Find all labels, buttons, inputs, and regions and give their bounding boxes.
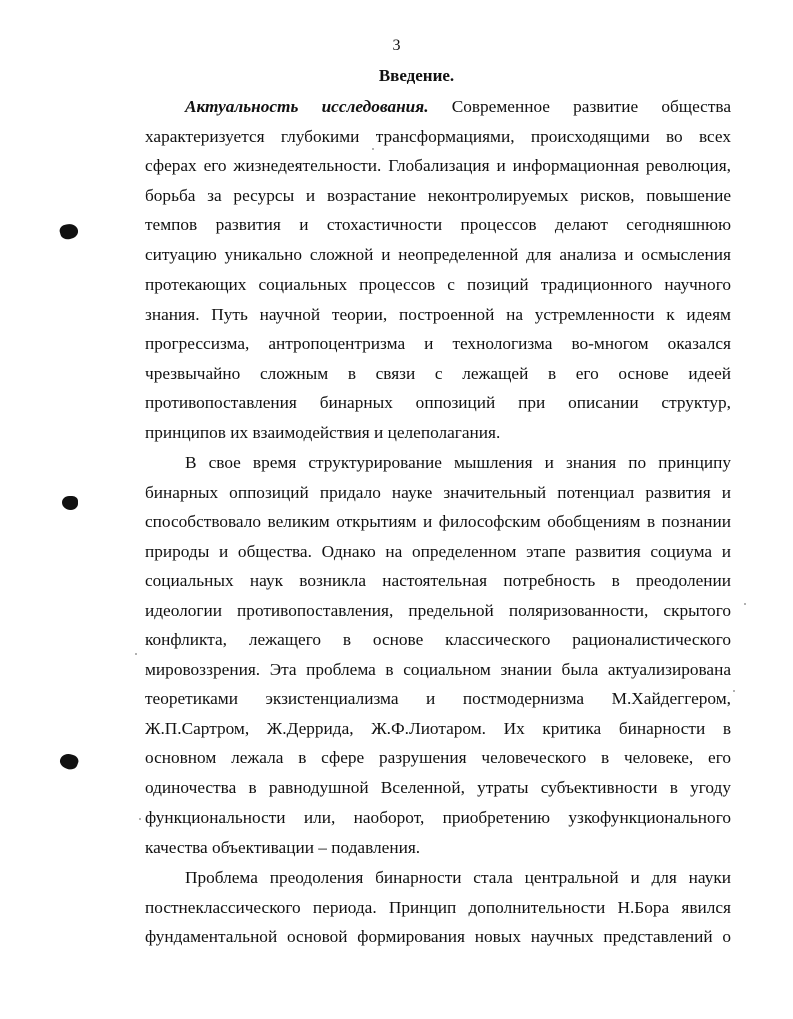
line-text: Современное развитие общества (451, 97, 731, 116)
paragraph-line: Ж.П.Сартром, Ж.Деррида, Ж.Ф.Лиотаром. Их критика бинарности в (145, 719, 731, 738)
punch-hole-mark (62, 496, 78, 510)
emphasis-text: Актуальность исследования. (185, 97, 429, 116)
paragraph-line: характеризуется глубокими трансформациями, происходящими во всех (145, 127, 731, 146)
paragraph-line: ситуацию уникально сложной и неопределенной для анализа и осмысления (145, 245, 731, 264)
scan-speck (372, 148, 374, 150)
paragraph-line: конфликта, лежащего в основе классического рационалистического (145, 630, 731, 649)
paragraph-line: способствовало великим открытиям и философским обобщениям в познании (145, 512, 731, 531)
paragraph-line: Проблема преодоления бинарности стала центральной и для науки (185, 868, 731, 887)
paragraph-line: постнеклассического периода. Принцип дополнительности Н.Бора явился (145, 898, 731, 917)
punch-hole-mark (58, 222, 79, 241)
paragraph-line: темпов развития и стохастичности процессов делают сегодняшнюю (145, 215, 731, 234)
paragraph-line: принципов их взаимодействия и целеполагания. (145, 423, 501, 442)
paragraph-line: знания. Путь научной теории, построенной на устремленности к идеям (145, 305, 731, 324)
paragraph-line: сферах его жизнедеятельности. Глобализация и информационная революция, (145, 156, 731, 175)
paragraph-line: противопоставления бинарных оппозиций при описании структур, (145, 393, 731, 412)
page-number: 3 (392, 37, 401, 54)
paragraph-line: фундаментальной основой формирования новых научных представлений о (145, 927, 731, 946)
punch-hole-mark (58, 751, 80, 771)
paragraph-line: идеологии противопоставления, предельной поляризованности, скрытого (145, 601, 731, 620)
paragraph-line: одиночества в равнодушной Вселенной, утраты субъективности в угоду (145, 778, 731, 797)
paragraph-line: качества объективации – подавления. (145, 838, 421, 857)
paragraph-line: В свое время структурирование мышления и знания по принципу (185, 453, 731, 472)
paragraph-line: прогрессизма, антропоцентризма и технологизма во-многом оказался (145, 334, 731, 353)
paragraph-line: мировоззрения. Эта проблема в социальном знании была актуализирована (145, 660, 731, 679)
paragraph-line: природы и общества. Однако на определенном этапе развития социума и (145, 542, 731, 561)
scan-speck (139, 818, 141, 820)
paragraph-line: чрезвычайно сложным в связи с лежащей в его основе идеей (145, 364, 731, 383)
paragraph-line: функциональности или, наоборот, приобретению узкофункционального (145, 808, 731, 827)
paragraph-line: основном лежала в сфере разрушения человеческого в человеке, его (145, 748, 731, 767)
paragraph-line: бинарных оппозиций придало науке значительный потенциал развития и (145, 483, 731, 502)
paragraph-line: социальных наук возникла настоятельная потребность в преодолении (145, 571, 731, 590)
paragraph-line: борьба за ресурсы и возрастание неконтролируемых рисков, повышение (145, 186, 731, 205)
scan-speck (733, 690, 735, 692)
paragraph-line: протекающих социальных процессов с позиций традиционного научного (145, 275, 731, 294)
scan-speck (744, 603, 746, 605)
scan-speck (135, 653, 137, 655)
paragraph-line (185, 96, 731, 118)
section-heading: Введение. (378, 66, 455, 85)
paragraph-line: теоретиками экзистенциализма и постмодернизма М.Хайдеггером, (145, 689, 731, 708)
